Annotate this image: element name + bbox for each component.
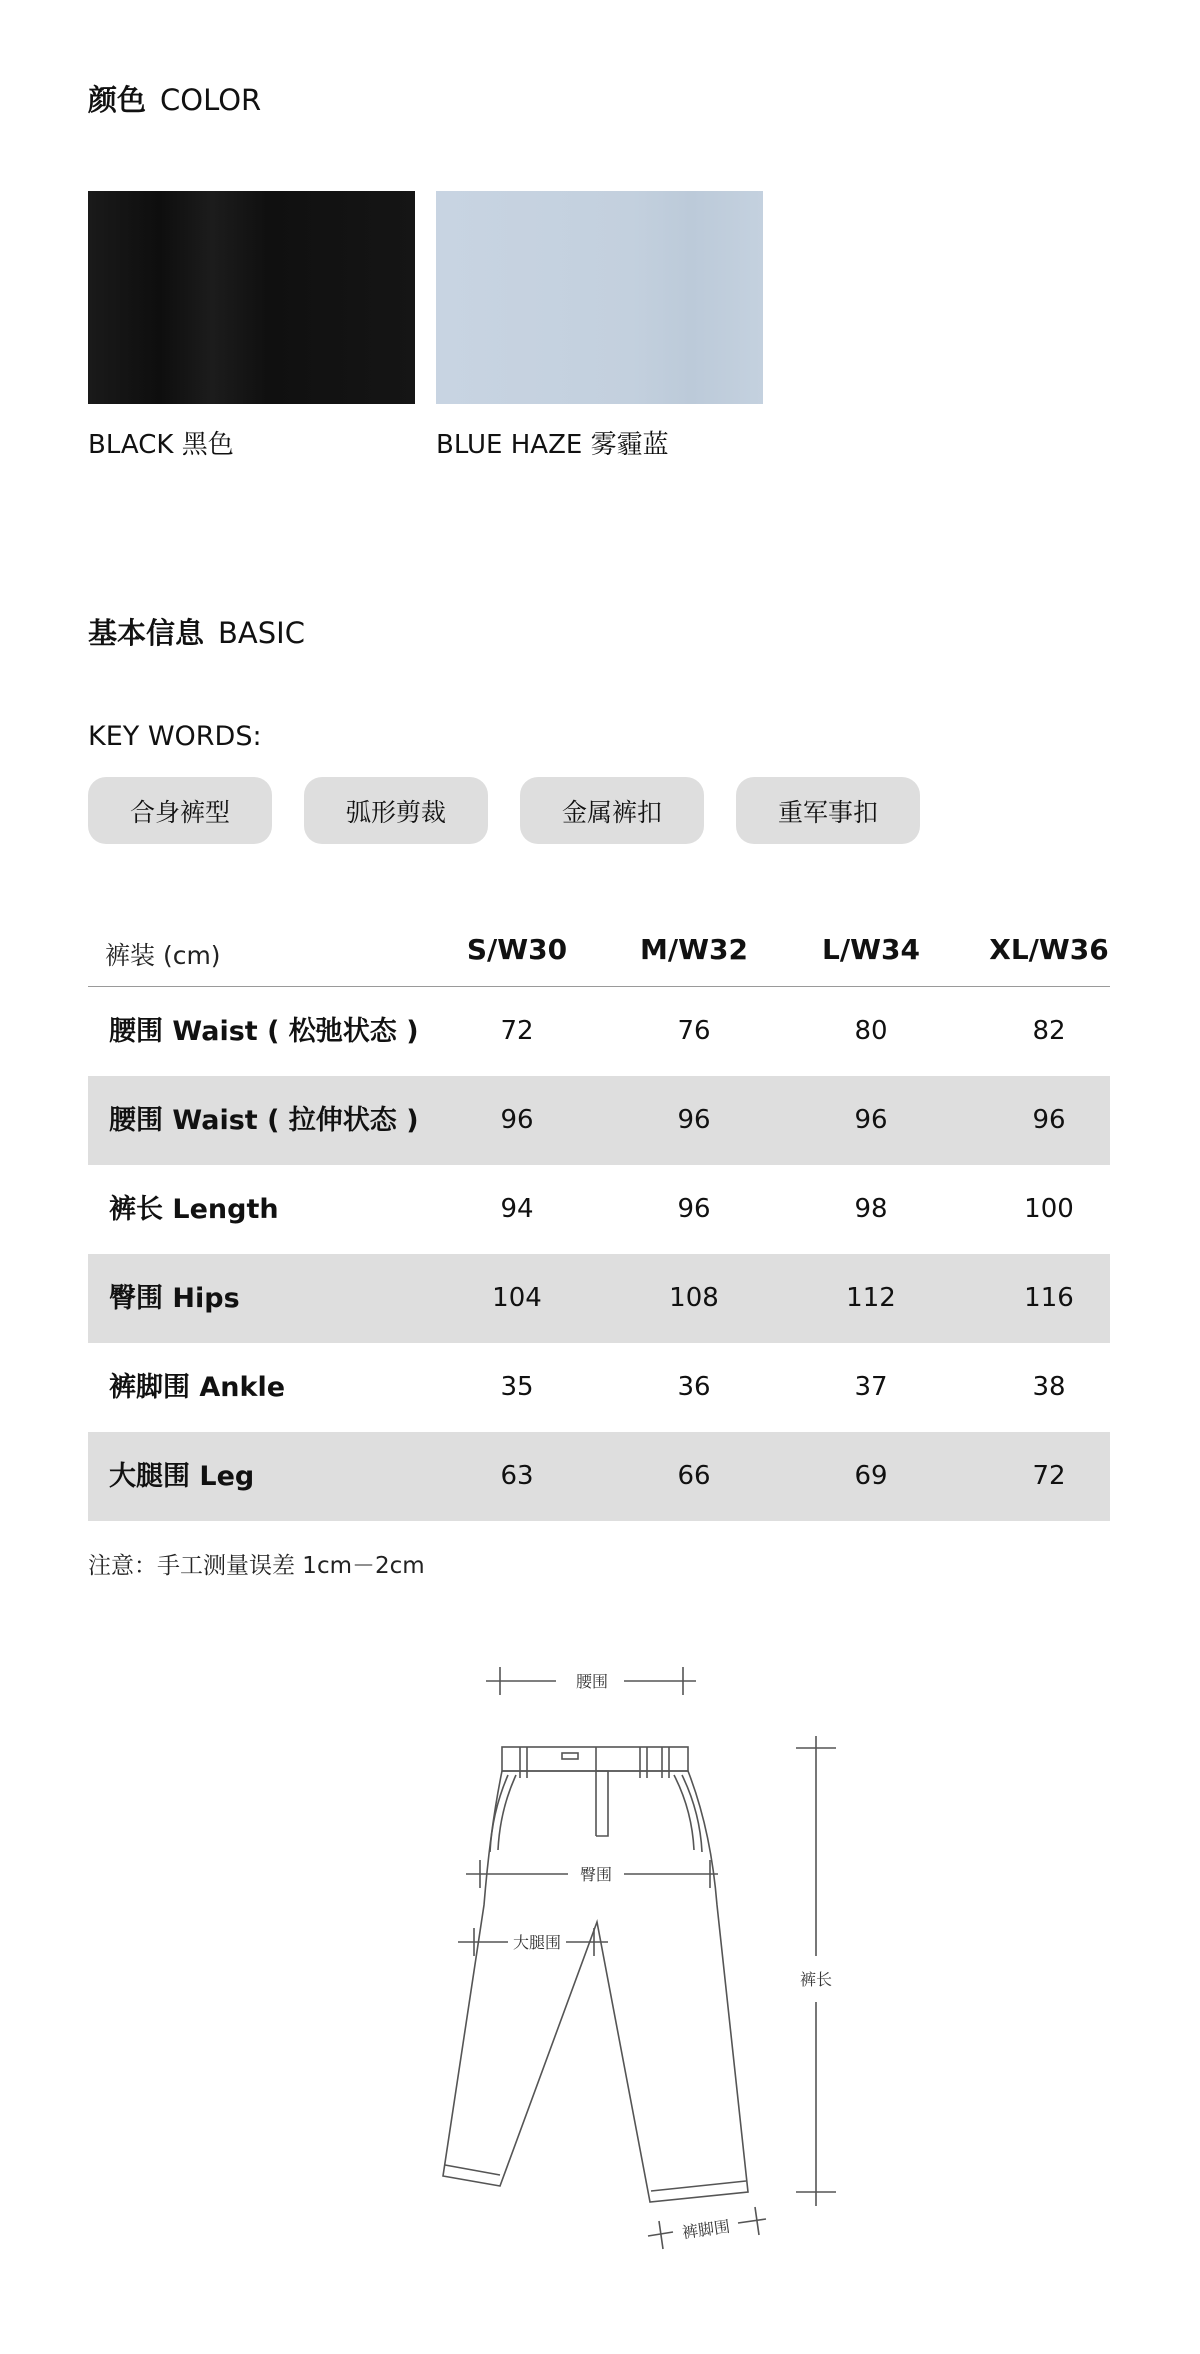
swatch-label-black: BLACK 黑色	[88, 430, 234, 460]
header-label: 裤装 (cm)	[105, 941, 221, 970]
table-cell: 116	[1024, 1283, 1074, 1313]
row-label: 大腿围 Leg	[109, 1461, 255, 1492]
table-cell: 96	[1032, 1105, 1066, 1135]
keyword-tag: 弧形剪裁	[304, 777, 488, 844]
measurement-note: 注意：手工测量误差 1cm－2cm	[88, 1553, 425, 1579]
table-cell: 104	[492, 1283, 542, 1313]
table-cell: 36	[677, 1372, 711, 1402]
table-cell: 108	[669, 1283, 719, 1313]
table-cell: 96	[854, 1105, 888, 1135]
table-cell: 66	[677, 1461, 711, 1491]
table-cell: 94	[500, 1194, 534, 1224]
table-cell: 76	[677, 1016, 711, 1046]
table-cell: 98	[854, 1194, 888, 1224]
basic-title-zh: 基本信息	[88, 616, 205, 650]
table-cell: 38	[1032, 1372, 1066, 1402]
color-title-en: COLOR	[160, 83, 262, 117]
row-label: 腰围 Waist ( 松弛状态 )	[109, 1016, 419, 1047]
row-label: 臀围 Hips	[109, 1283, 240, 1314]
diagram-label-ankle: 裤脚围	[680, 2216, 732, 2243]
table-cell: 96	[500, 1105, 534, 1135]
table-cell: 69	[854, 1461, 888, 1491]
size-column-header: S/W30	[466, 933, 568, 966]
table-cell: 72	[1032, 1461, 1066, 1491]
table-cell: 112	[846, 1283, 896, 1313]
table-cell: 72	[500, 1016, 534, 1046]
color-title-zh: 颜色	[88, 83, 147, 117]
keyword-tag: 合身裤型	[88, 777, 272, 844]
table-cell: 80	[854, 1016, 888, 1046]
diagram-label-hips: 臀围	[579, 1865, 613, 1884]
table-cell: 37	[854, 1372, 888, 1402]
keywords-title: KEY WORDS:	[88, 721, 262, 752]
table-cell: 100	[1024, 1194, 1074, 1224]
size-column-header: XL/W36	[989, 933, 1109, 966]
table-cell: 35	[500, 1372, 534, 1402]
row-label: 裤长 Length	[109, 1194, 279, 1225]
table-cell: 96	[677, 1105, 711, 1135]
diagram-label-length: 裤长	[799, 1970, 833, 1989]
diagram-label-thigh: 大腿围	[512, 1933, 562, 1952]
swatch-label-blue-haze: BLUE HAZE 雾霾蓝	[436, 430, 669, 460]
table-cell: 63	[500, 1461, 534, 1491]
size-column-header: M/W32	[640, 933, 748, 966]
basic-title-en: BASIC	[218, 616, 305, 650]
row-label: 裤脚围 Ankle	[109, 1372, 286, 1403]
row-label: 腰围 Waist ( 拉伸状态 )	[109, 1105, 419, 1136]
table-cell: 96	[677, 1194, 711, 1224]
size-column-header: L/W34	[822, 933, 920, 966]
keyword-tag: 重军事扣	[736, 777, 920, 844]
keyword-tag: 金属裤扣	[520, 777, 704, 844]
table-cell: 82	[1032, 1016, 1066, 1046]
diagram-label-waist: 腰围	[575, 1672, 609, 1691]
